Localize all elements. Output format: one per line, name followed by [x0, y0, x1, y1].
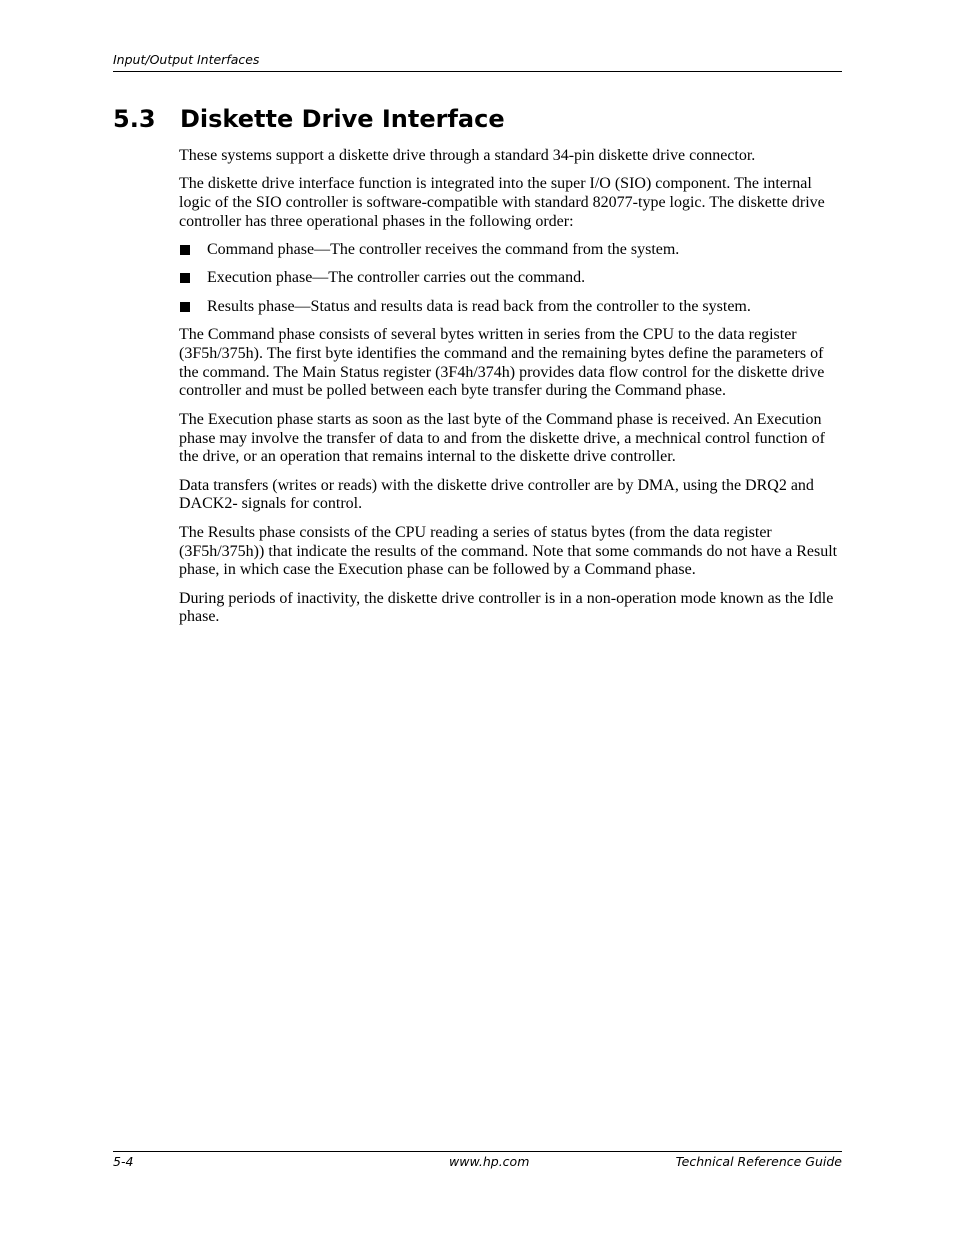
list-item-text: Results phase—Status and results data is read back from the controller to the system. — [207, 297, 751, 315]
list-item-text: Command phase—The controller receives the command from the system. — [207, 241, 680, 259]
paragraph-execution-phase: The Execution phase starts as soon as the last byte of the Command phase is received. An Execution phase may involve the transfer of data to and from the diskette drive, a mechnical control function of the drive, or an operation that remains internal to the diskette drive controller. — [179, 410, 825, 466]
square-bullet-icon — [180, 273, 190, 283]
header-divider — [113, 71, 842, 72]
list-item-text: Execution phase—The controller carries out the command. — [207, 269, 586, 287]
section-number: 5.3 — [113, 105, 156, 133]
paragraph-sio: The diskette drive interface function is integrated into the super I/O (SIO) component. The internal logic of the SIO controller is software-compatible with standard 82077-type logic. The diskette drive controller has three operational phases in the following order: — [179, 175, 825, 230]
phase-list — [179, 241, 843, 316]
footer-guide-title: Technical Reference Guide — [675, 1154, 842, 1169]
paragraph-data-transfers: Data transfers (writes or reads) with the diskette drive controller are by DMA, using the DRQ2 and DACK2- signals for control. — [179, 476, 814, 513]
list-item — [179, 269, 843, 288]
footer-website: www.hp.com — [449, 1154, 530, 1169]
running-header: Input/Output Interfaces — [113, 52, 260, 67]
list-item — [179, 241, 843, 260]
footer-divider — [113, 1151, 842, 1152]
page-number: 5-4 — [113, 1154, 134, 1169]
paragraph-intro: These systems support a diskette drive through a standard 34-pin diskette drive connector. — [179, 147, 756, 164]
paragraph-results-phase: The Results phase consists of the CPU reading a series of status bytes (from the data register (3F5h/375h)) that indicate the results of the command. Note that some commands do not have a Result phase, in which case the Execution phase can be followed by a Command phase. — [179, 523, 838, 579]
square-bullet-icon — [180, 302, 190, 312]
list-item — [179, 298, 843, 317]
paragraph-command-phase: The Command phase consists of several bytes written in series from the CPU to the data register (3F5h/375h). The first byte identifies the command and the remaining bytes define the parameters of the command. The Main Status register (3F4h/374h) provides data flow control for the diskette drive controller and must be polled between each byte transfer during the Command phase. — [179, 326, 825, 400]
section-body — [179, 147, 843, 637]
square-bullet-icon — [180, 245, 190, 255]
section-title: Diskette Drive Interface — [180, 105, 505, 133]
paragraph-idle-phase: During periods of inactivity, the diskette drive controller is in a non-operation mode known as the Idle phase. — [179, 589, 834, 626]
section-heading — [113, 103, 505, 135]
